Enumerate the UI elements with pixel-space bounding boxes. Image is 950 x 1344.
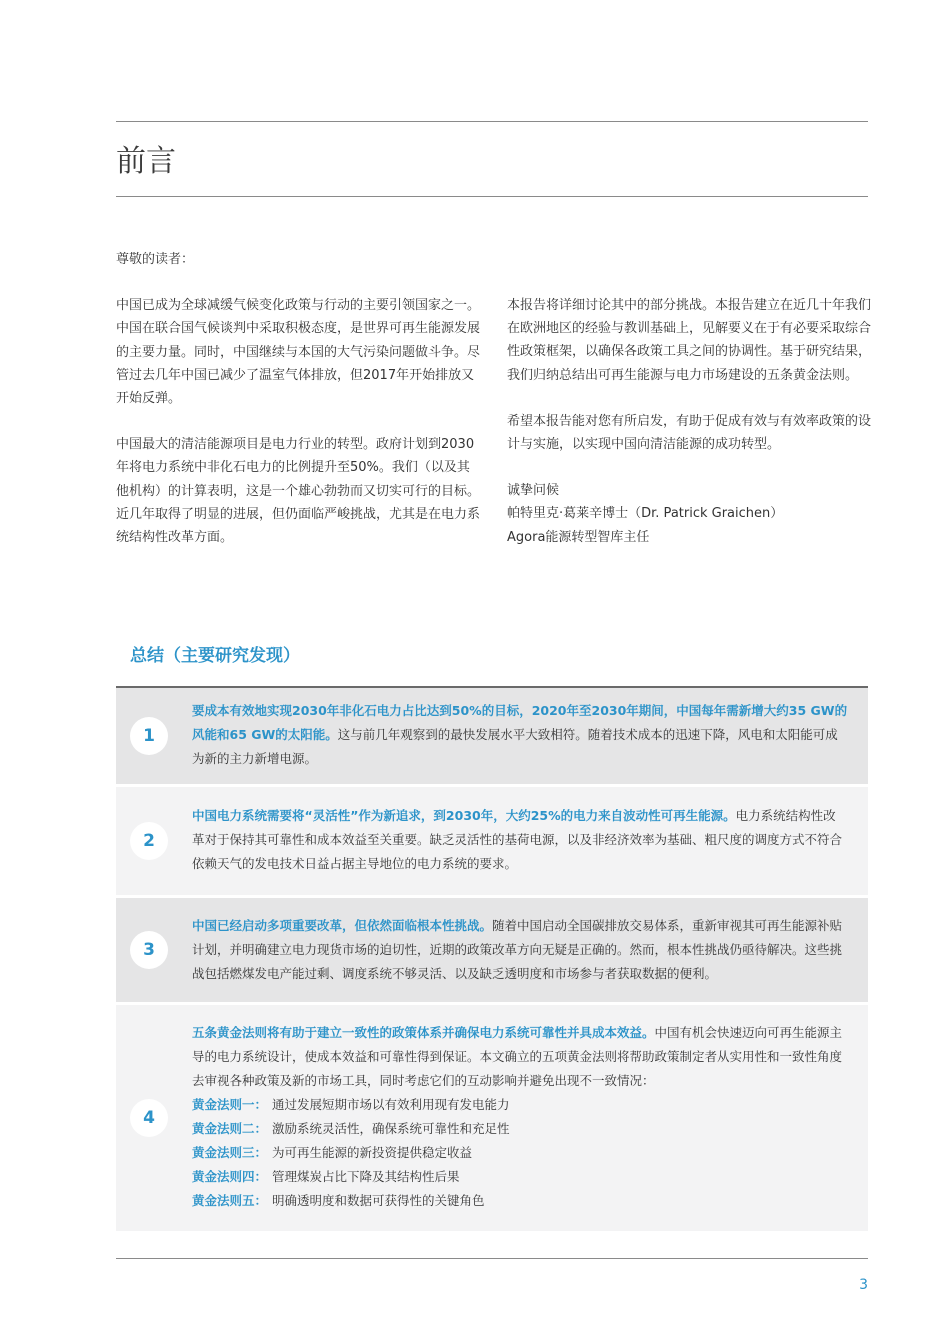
- finding-highlight: 要成本有效地实现2030年非化石电力占比达到50%的目标，2020年至2030年期间，中国每年需新增大约35 GW的风能和65 GW的太阳能。: [192, 703, 848, 742]
- finding-text: [192, 1021, 848, 1093]
- golden-rule-text: 通过发展短期市场以有效利用现有发电能力: [272, 1097, 510, 1112]
- finding-number-badge: 4: [130, 1099, 168, 1137]
- golden-rule-text: 为可再生能源的新投资提供稳定收益: [272, 1145, 473, 1160]
- golden-rule-4: [192, 1165, 848, 1189]
- finding-2: [116, 787, 868, 895]
- finding-body: 中国有机会快速迈向可再生能源主导的电力系统设计，使成本效益和可靠性得到保证。本文确立的五项黄金法则将帮助政策制定者从实用性和一致性角度去审视各种政策及新的市场工具，同时考虑它们的互动影响并避免出现不一致情况：: [192, 1025, 843, 1088]
- finding-number-badge: 3: [130, 931, 168, 969]
- finding-4: [116, 1005, 868, 1231]
- golden-rule-2: [192, 1117, 848, 1141]
- finding-highlight: 五条黄金法则将有助于建立一致性的政策体系并确保电力系统可靠性并具成本效益。: [192, 1025, 655, 1040]
- golden-rule-3: [192, 1141, 848, 1165]
- finding-body: 这与前几年观察到的最快发展水平大致相符。随着技术成本的迅速下降，风电和太阳能可成为新的主力新增电源。: [192, 727, 838, 766]
- top-rule: [116, 121, 868, 122]
- golden-rule-label: 黄金法则一：: [192, 1097, 268, 1112]
- preface-paragraph: 中国最大的清洁能源项目是电力行业的转型。政府计划到2030年将电力系统中非化石电力的比例提升至50%。我们（以及其他机构）的计算表明，这是一个雄心勃勃而又切实可行的目标。近几年取得了明显的进展，但仍面临严峻挑战，尤其是在电力系统结构性改革方面。: [116, 437, 481, 546]
- finding-3: [116, 898, 868, 1002]
- preface-paragraph: 希望本报告能对您有所启发，有助于促成有效与有效率政策的设计与实施，以实现中国向清洁能源的成功转型。: [507, 413, 872, 453]
- salutation: 尊敬的读者：: [116, 252, 195, 267]
- preface-paragraph: 中国已成为全球减缓气候变化政策与行动的主要引领国家之一。中国在联合国气候谈判中采取积极态度，是世界可再生能源发展的主要力量。同时，中国继续与本国的大气污染问题做斗争。尽管过去几年中国已减少了温室气体排放，但2017年开始排放又开始反弹。: [116, 298, 481, 407]
- preface-paragraph: 本报告将详细讨论其中的部分挑战。本报告建立在近几十年我们在欧洲地区的经验与教训基础上，见解要义在于有必要采取综合性政策框架，以确保各政策工具之间的协调性。基于研究结果，我们归纳总结出可再生能源与电力市场建设的五条黄金法则。: [507, 298, 872, 383]
- golden-rule-text: 管理煤炭占比下降及其结构性后果: [272, 1169, 460, 1184]
- golden-rule-label: 黄金法则二：: [192, 1121, 268, 1136]
- page-number: 3: [859, 1277, 868, 1293]
- signature-title: Agora能源转型智库主任: [507, 529, 650, 545]
- finding-highlight: 中国电力系统需要将“灵活性”作为新追求，到2030年，大约25%的电力来自波动性可再生能源。: [192, 808, 736, 823]
- title-rule: [116, 196, 868, 197]
- finding-number-badge: 2: [130, 822, 168, 860]
- preface-right-column: [507, 294, 871, 549]
- finding-body: 随着中国启动全国碳排放交易体系，重新审视其可再生能源补贴计划，并明确建立电力现货市场的迫切性，近期的政策改革方向无疑是正确的。然而，根本性挑战仍亟待解决。这些挑战包括燃煤发电产能过剩、调度系统不够灵活、以及缺乏透明度和市场参与者获取数据的便利。: [192, 918, 843, 981]
- finding-number-badge: 1: [130, 717, 168, 755]
- golden-rule-label: 黄金法则三：: [192, 1145, 268, 1160]
- finding-body: 电力系统结构性改革对于保持其可靠性和成本效益至关重要。缺乏灵活性的基荷电源，以及非经济效率为基础、粗尺度的调度方式不符合依赖天气的发电技术日益占据主导地位的电力系统的要求。: [192, 808, 843, 871]
- signature-name: 帕特里克·葛莱辛博士（Dr. Patrick Graichen）: [507, 506, 784, 522]
- finding-1: [116, 688, 868, 784]
- golden-rule-label: 黄金法则五：: [192, 1193, 268, 1208]
- page-title: 前言: [116, 144, 176, 179]
- golden-rule-text: 激励系统灵活性，确保系统可靠性和充足性: [272, 1121, 510, 1136]
- finding-text: [192, 699, 848, 771]
- finding-highlight: 中国已经启动多项重要改革，但依然面临根本性挑战。: [192, 918, 493, 933]
- golden-rule-1: [192, 1093, 848, 1117]
- finding-text: [192, 914, 848, 986]
- finding-text: [192, 804, 848, 876]
- golden-rule-label: 黄金法则四：: [192, 1169, 268, 1184]
- golden-rule-5: [192, 1189, 848, 1213]
- footer-rule: [116, 1258, 868, 1259]
- preface-left-column: [116, 248, 480, 549]
- summary-heading: 总结（主要研究发现）: [130, 646, 300, 666]
- closing: 诚挚问候: [507, 483, 560, 499]
- golden-rule-text: 明确透明度和数据可获得性的关键角色: [272, 1193, 485, 1208]
